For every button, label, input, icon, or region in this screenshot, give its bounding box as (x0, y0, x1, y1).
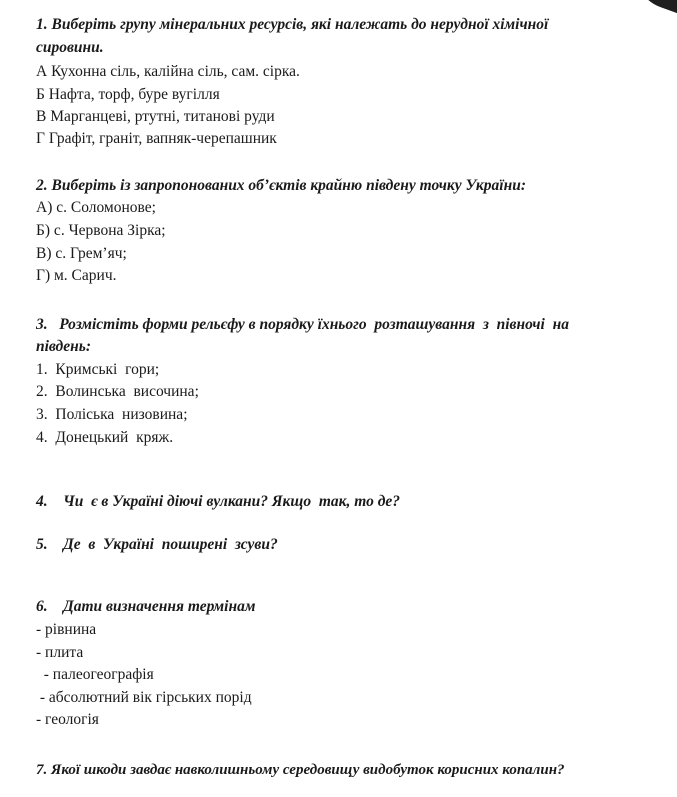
q3-item-3: 3. Поліська низовина; (36, 406, 188, 423)
q1-option-a: А Кухонна сіль, калійна сіль, сам. сірка. (36, 63, 300, 80)
q6-term-1: - рівнина (36, 621, 97, 638)
q1-option-b: Б Нафта, торф, буре вугілля (36, 86, 220, 103)
q3-title-line2: південь: (36, 338, 91, 355)
q7-title: 7. Якої шкоди завдає навколишньому середовищу видобуток корисних копалин? (36, 762, 565, 778)
q6-title: 6. Дати визначення термінам (36, 598, 256, 615)
q2-option-a: А) с. Соломонове; (36, 199, 156, 216)
q3-title-line1: 3. Розмістіть форми рельєфу в порядку їхнього розташування з півночі на (36, 316, 569, 333)
q3-item-4: 4. Донецький кряж. (36, 429, 174, 446)
q3-item-1: 1. Кримські гори; (36, 361, 160, 378)
q4-title: 4. Чи є в Україні діючі вулкани? Якщо так, то де? (36, 493, 401, 510)
q3-item-2: 2. Волинська височина; (36, 383, 199, 400)
q6-term-2: - плита (36, 644, 84, 661)
q1-title-line1: 1. Виберіть групу мінеральних ресурсів, які належать до нерудної хімічної (36, 16, 549, 33)
q6-term-3: - палеогеографія (36, 666, 154, 683)
q5-title: 5. Де в Україні поширені зсуви? (36, 536, 278, 553)
q6-term-5: - геологія (36, 711, 99, 728)
q1-option-d: Г Графіт, граніт, вапняк-черепашник (36, 130, 277, 147)
q2-option-c: В) с. Грем’яч; (36, 245, 127, 262)
q6-term-4: - абсолютний вік гірських порід (36, 689, 252, 706)
dark-corner-edge (623, 0, 677, 24)
q1-title-line2: сировини. (36, 39, 104, 56)
q2-option-d: Г) м. Сарич. (36, 267, 117, 284)
q1-option-c: В Марганцеві, ртутні, титанові руди (36, 108, 275, 125)
q2-title: 2. Виберіть із запропонованих об’єктів крайню південу точку України: (36, 177, 526, 194)
q2-option-b: Б) с. Червона Зірка; (36, 222, 166, 239)
